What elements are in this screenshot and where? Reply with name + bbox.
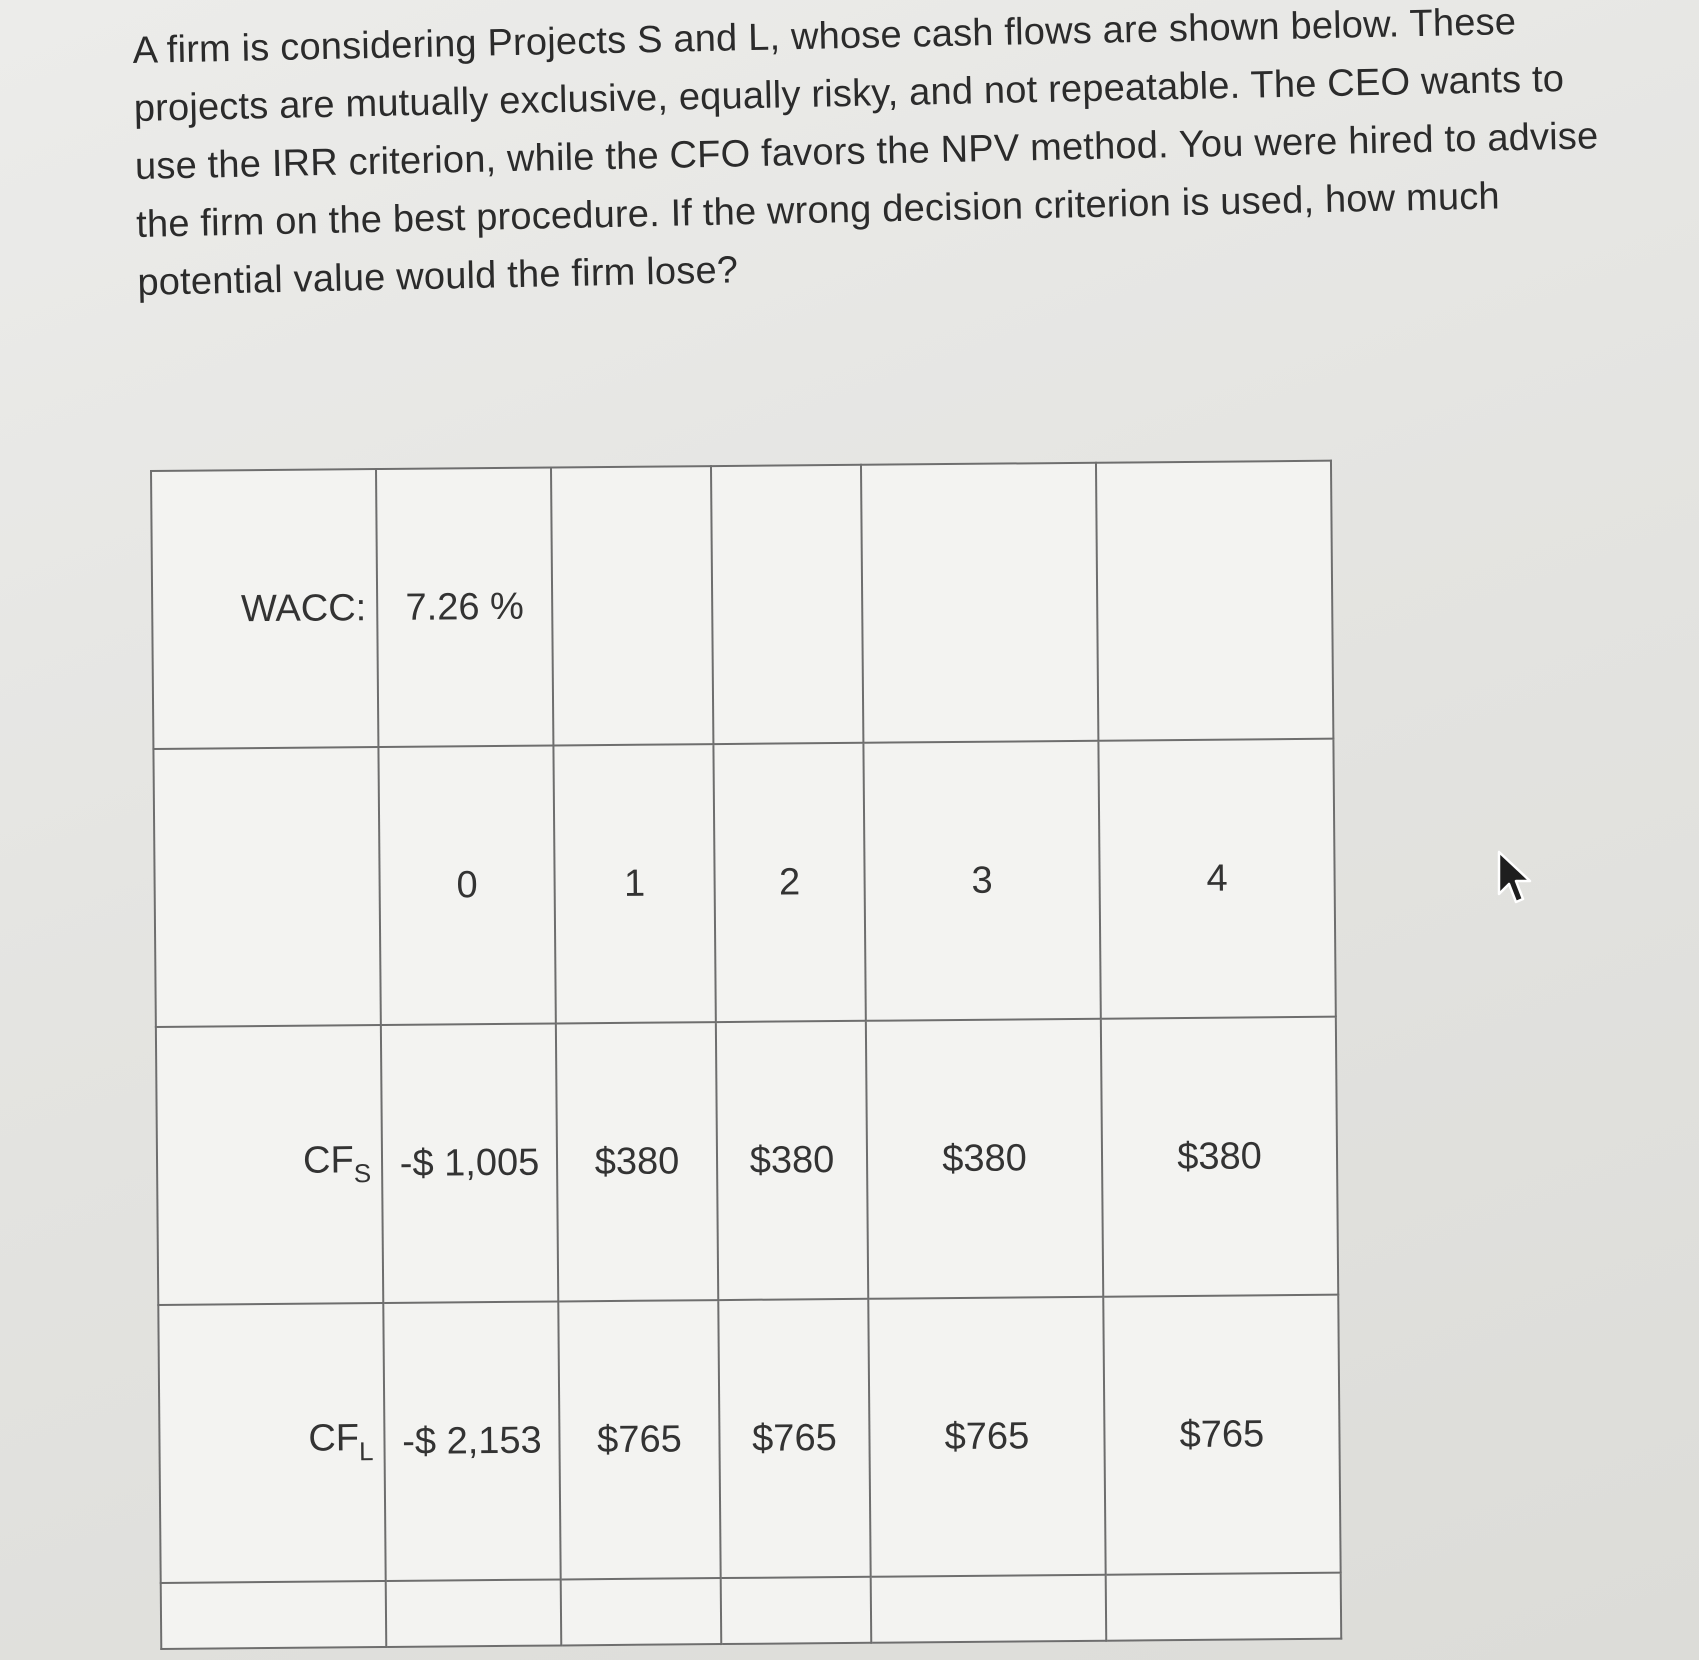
cf-s-label [156,1025,383,1305]
empty-row [161,1573,1342,1649]
cf-s-value-4: $380 [1101,1017,1338,1297]
empty-cell [721,1577,872,1644]
cf-s-value-1: $380 [556,1022,718,1301]
cf-l-value-1: $765 [558,1300,720,1579]
cf-l-value-4: $765 [1103,1295,1340,1575]
cf-l-value-3: $765 [868,1297,1105,1577]
period-0: 0 [378,745,555,1025]
empty-cell [551,466,713,745]
cf-label-text: CF [308,1417,360,1460]
cf-l-value-0: -$ 2,153 [383,1301,560,1581]
empty-cell [711,465,863,744]
empty-cell [861,463,1098,743]
empty-cell [1106,1573,1342,1641]
empty-cell [161,1581,387,1649]
cf-l-row [158,1295,1340,1583]
cf-s-value-0: -$ 1,005 [381,1023,558,1303]
cash-flow-table-container [150,460,1340,1660]
cf-subscript: L [358,1436,374,1467]
cf-s-value-3: $380 [866,1019,1103,1299]
period-row [153,739,1335,1027]
mouse-pointer-icon [1495,850,1535,910]
cf-s-row [156,1017,1338,1305]
cash-flow-table [150,460,1342,1650]
cf-l-label [158,1303,385,1583]
wacc-row [151,461,1333,749]
period-2: 2 [713,743,865,1022]
empty-cell [1096,461,1333,741]
wacc-value: 7.26 % [376,468,553,748]
empty-cell [386,1579,562,1647]
wacc-label: WACC: [151,469,378,749]
question-text: A firm is considering Projects S and L, whose cash flows are shown below. These projects are mutually exclusive, equally risky, and not repeatable. The CEO wants to use the IRR criterion, while the CFO favors the NPV method. You were hired to advise the firm on the best procedure. If the wrong decision criterion is used, how much potential value would the firm lose? [132,1,1599,304]
empty-cell [871,1575,1107,1643]
period-3: 3 [863,741,1100,1021]
cf-s-value-2: $380 [716,1021,868,1300]
cf-label-text: CF [302,1139,354,1182]
empty-cell [561,1578,722,1645]
empty-cell [153,747,380,1027]
cf-l-value-2: $765 [718,1299,870,1578]
period-4: 4 [1098,739,1335,1019]
cf-subscript: S [353,1158,372,1189]
period-1: 1 [553,744,715,1023]
